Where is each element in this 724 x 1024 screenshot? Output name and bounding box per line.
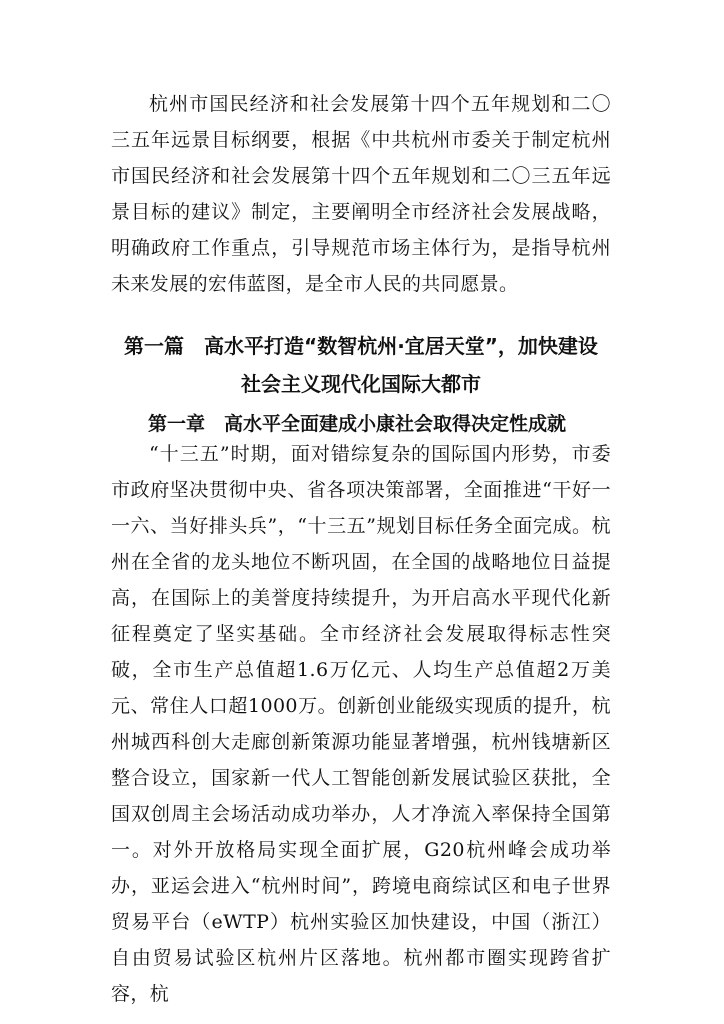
intro-paragraph: 杭州市国民经济和社会发展第十四个五年规划和二〇三五年远景目标纲要，根据《中共杭州市委关于制定杭州市国民经济和社会发展第十四个五年规划和二〇三五年远景目标的建议》制定，主要阐明全市经济社会发展战略，明确政府工作重点，引导规范市场主体行为，是指导杭州未来发展的宏伟蓝图，是全市人民的共同愿景。 xyxy=(111,93,611,295)
part-title-line-2: 社会主义现代化国际大都市 xyxy=(241,372,481,396)
body-paragraph: “十三五”时期，面对错综复杂的国际国内形势，市委市政府坚决贯彻中央、省各项决策部署，全面推进“干好一一六、当好排头兵”，“十三五”规划目标任务全面完成。杭州在全省的龙头地位不断巩固，在全国的战略地位日益提高，在国际上的美誉度持续提升，为开启高水平现代化新征程奠定了坚实基础。全市经济社会发展取得标志性突破，全市生产总值超1.6万亿元、人均生产总值超2万美元、常住人口超1000万。创新创业能级实现质的提升，杭州城西科创大走廊创新策源功能显著增强，杭州钱塘新区整合设立，国家新一代人工智能创新发展试验区获批，全国双创周主会场活动成功举办，人才净流入率保持全国第一。对外开放格局实现全面扩展，G20杭州峰会成功举办，亚运会进入“杭州时间”，跨境电商综试区和电子世界贸易平台（eWTP）杭州实验区加快建设，中国（浙江）自由贸易试验区杭州片区落地。杭州都市圈实现跨省扩容，杭 xyxy=(111,443,611,1005)
chapter-title: 第一章 高水平全面建成小康社会取得决定性成就 xyxy=(148,413,567,435)
part-title-line-1: 第一篇 高水平打造“数智杭州·宜居天堂”，加快建设 xyxy=(124,334,598,358)
